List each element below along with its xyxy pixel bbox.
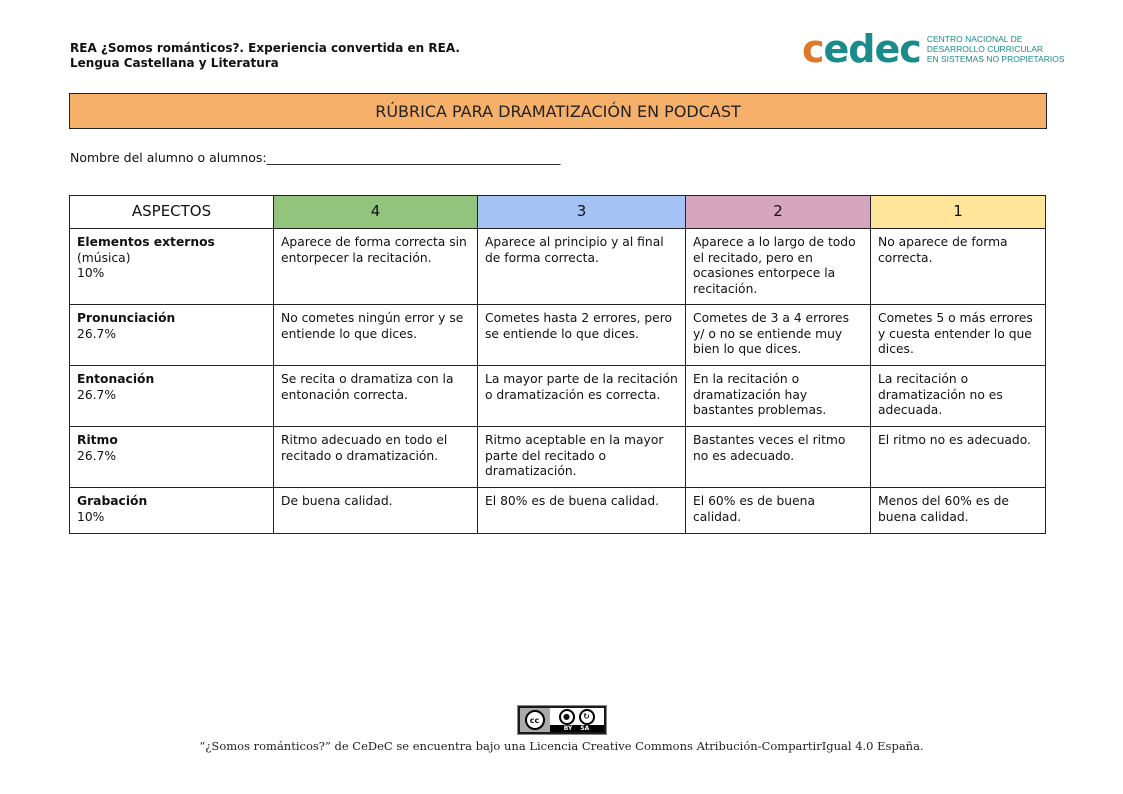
header-level-1: 1 <box>871 196 1046 229</box>
sa-label: SA <box>580 724 590 732</box>
cedec-logo <box>802 27 1065 71</box>
document-header <box>70 41 460 71</box>
header-level-2: 2 <box>686 196 871 229</box>
aspect-cell: Pronunciación 26.7% <box>70 305 274 366</box>
header-subject: Lengua Castellana y Literatura <box>70 56 279 70</box>
header-level-4: 4 <box>274 196 478 229</box>
criteria-cell: Aparece de forma correcta sin entorpecer la recitación. <box>274 229 478 305</box>
by-label: BY <box>563 724 573 732</box>
criteria-cell: El ritmo no es adecuado. <box>871 427 1046 488</box>
cc-license-badge[interactable] <box>517 705 607 735</box>
aspect-cell: Elementos externos (música) 10% <box>70 229 274 305</box>
criteria-cell: Se recita o dramatiza con la entonación correcta. <box>274 366 478 427</box>
criteria-cell: La mayor parte de la recitación o dramatización es correcta. <box>478 366 686 427</box>
table-header-row <box>70 196 1046 229</box>
license-text: “¿Somos románticos?” de CeDeC se encuentra bajo una Licencia Creative Commons Atribución-CompartirIgual 4.0 España. <box>199 739 924 753</box>
table-row <box>70 488 1046 534</box>
criteria-cell: De buena calidad. <box>274 488 478 534</box>
header-title: REA ¿Somos románticos?. Experiencia convertida en REA. <box>70 41 460 55</box>
criteria-cell: La recitación o dramatización no es adecuada. <box>871 366 1046 427</box>
criteria-cell: Ritmo adecuado en todo el recitado o dramatización. <box>274 427 478 488</box>
cc-icon: cc <box>525 710 545 730</box>
criteria-cell: En la recitación o dramatización hay bastantes problemas. <box>686 366 871 427</box>
criteria-cell: Cometes de 3 a 4 errores y/ o no se entiende muy bien lo que dices. <box>686 305 871 366</box>
criteria-cell: Cometes hasta 2 errores, pero se entiende lo que dices. <box>478 305 686 366</box>
criteria-cell: Aparece al principio y al final de forma correcta. <box>478 229 686 305</box>
aspect-cell: Ritmo 26.7% <box>70 427 274 488</box>
table-row <box>70 305 1046 366</box>
criteria-cell: Menos del 60% es de buena calidad. <box>871 488 1046 534</box>
aspect-cell: Grabación 10% <box>70 488 274 534</box>
criteria-cell: No cometes ningún error y se entiende lo que dices. <box>274 305 478 366</box>
table-row <box>70 427 1046 488</box>
footer <box>0 705 1123 753</box>
aspect-cell: Entonación 26.7% <box>70 366 274 427</box>
rubric-table <box>69 195 1046 534</box>
criteria-cell: Bastantes veces el ritmo no es adecuado. <box>686 427 871 488</box>
share-alike-icon: ↻ <box>579 709 595 725</box>
criteria-cell: El 60% es de buena calidad. <box>686 488 871 534</box>
rubric-title: RÚBRICA PARA DRAMATIZACIÓN EN PODCAST <box>69 93 1047 129</box>
logo-wordmark: cedec <box>802 27 921 71</box>
table-row <box>70 366 1046 427</box>
header-level-3: 3 <box>478 196 686 229</box>
criteria-cell: El 80% es de buena calidad. <box>478 488 686 534</box>
header-aspectos: ASPECTOS <box>70 196 274 229</box>
logo-subtitle: CENTRO NACIONAL DE DESARROLLO CURRICULAR EN SISTEMAS NO PROPIETARIOS <box>926 34 1065 64</box>
criteria-cell: Cometes 5 o más errores y cuesta entender lo que dices. <box>871 305 1046 366</box>
criteria-cell: Ritmo aceptable en la mayor parte del recitado o dramatización. <box>478 427 686 488</box>
criteria-cell: No aparece de forma correcta. <box>871 229 1046 305</box>
criteria-cell: Aparece a lo largo de todo el recitado, pero en ocasiones entorpece la recitación. <box>686 229 871 305</box>
attribution-icon: ● <box>559 709 575 725</box>
student-name-field: Nombre del alumno o alumnos:_______________________________________________ <box>70 150 561 165</box>
table-row <box>70 229 1046 305</box>
